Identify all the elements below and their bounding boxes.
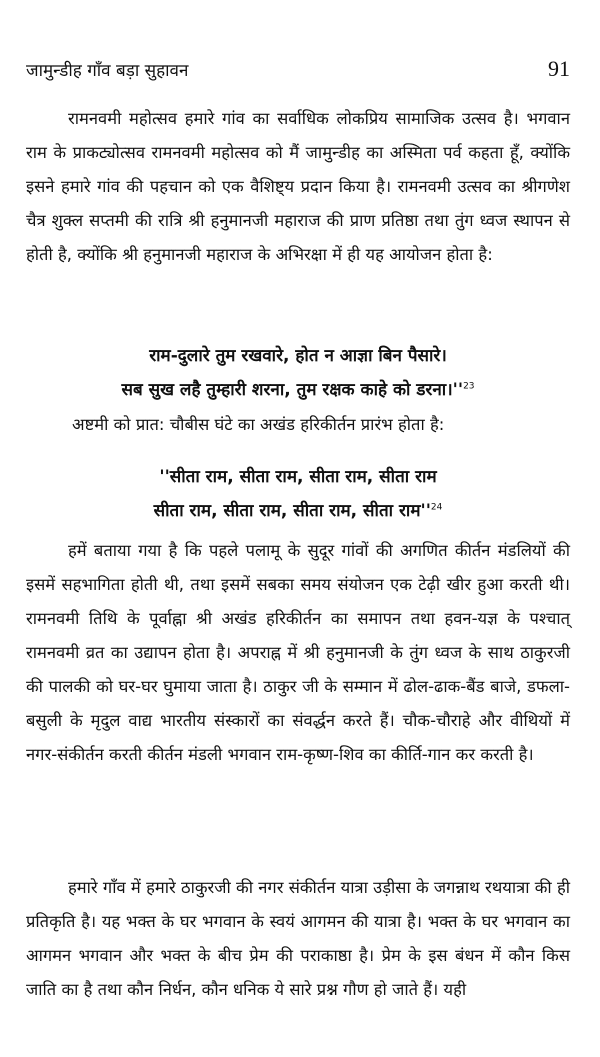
running-head-title: जामुन्डीह गाँव बड़ा सुहावन	[26, 61, 189, 81]
verse-line-with-footnote	[26, 494, 570, 528]
paragraph-ramnavami-intro: रामनवमी महोत्सव हमारे गांव का सर्वाधिक लोकप्रिय सामाजिक उत्सव है। भगवान राम के प्राकट्योत्सव रामनवमी महोत्सव को मैं जामुन्डीह का अस्मिता पर्व कहता हूँ, क्योंकि इसने हमारे गांव की पहचान को एक वैशिष्ट्य प्रदान किया है। रामनवमी उत्सव का श्रीगणेश चैत्र शुक्ल सप्तमी की रात्रि श्री हनुमानजी महाराज की प्राण प्रतिष्ठा तथा तुंग ध्वज स्थापन से होती है, क्योंकि श्री हनुमानजी महाराज के अभिरक्षा में ही यह आयोजन होता है:	[26, 109, 570, 264]
running-head	[26, 56, 570, 88]
verse-line: ''सीता राम, सीता राम, सीता राम, सीता राम	[159, 467, 437, 487]
verse-line-text: सीता राम, सीता राम, सीता राम, सीता राम''	[153, 501, 431, 521]
verse-hanuman-chalisa	[26, 339, 570, 407]
paragraph-nagar-sankirtan: हमारे गाँव में हमारे ठाकुरजी की नगर संकीर्तन यात्रा उड़ीसा के जगन्नाथ रथयात्रा की ही प्रतिकृति है। यह भक्त के घर भगवान के स्वयं आगमन की यात्रा है। भक्त के घर भगवान का आगमन भगवान और भक्त के बीच प्रेम की पराकाष्ठा है। प्रेम के इस बंधन में कौन किस जाति का है तथा कौन निर्धन, कौन धनिक ये सारे प्रश्न गौण हो जाते हैं। यही	[26, 878, 570, 999]
verse-line-text: सब सुख लहै तुम्हारी शरना, तुम रक्षक काहे को डरना।''	[121, 380, 464, 400]
verse-line: राम-दुलारे तुम रखवारे, होत न आज्ञा बिन पैसारे।	[149, 346, 447, 366]
verse-line-with-footnote	[26, 373, 570, 407]
paragraph-kirtan-mandali: हमें बताया गया है कि पहले पलामू के सुदूर गांवों की अगणित कीर्तन मंडलियों की इसमें सहभागिता होती थी, तथा इसमें सबका समय संयोजन एक टेढ़ी खीर हुआ करती थी। रामनवमी तिथि के पूर्वाह्ना श्री अखंड हरिकीर्तन का समापन तथा हवन-यज्ञ के पश्चात् रामनवमी व्रत का उद्यापन होता है। अपराह्न में श्री हनुमानजी के तुंग ध्वज के साथ ठाकुरजी की पालकी को घर-घर घुमाया जाता है। ठाकुर जी के सम्मान में ढोल-ढाक-बैंड बाजे, डफला-बसुली के मृदुल वाद्य भारतीय संस्कारों का संवर्द्धन करते हैं। चौक-चौराहे और वीथियों में नगर-संकीर्तन करती कीर्तन मंडली भगवान राम-कृष्ण-शिव का कीर्ति-गान कर करती है।	[26, 541, 570, 764]
verse-sita-ram	[26, 460, 570, 528]
page-number: 91	[548, 56, 570, 81]
footnote-marker: 24	[430, 502, 443, 513]
footnote-marker: 23	[463, 381, 475, 392]
paragraph-ashtami-kirtan: अष्टमी को प्रात: चौबीस घंटे का अखंड हरिकीर्तन प्रारंभ होता है:	[72, 415, 445, 434]
